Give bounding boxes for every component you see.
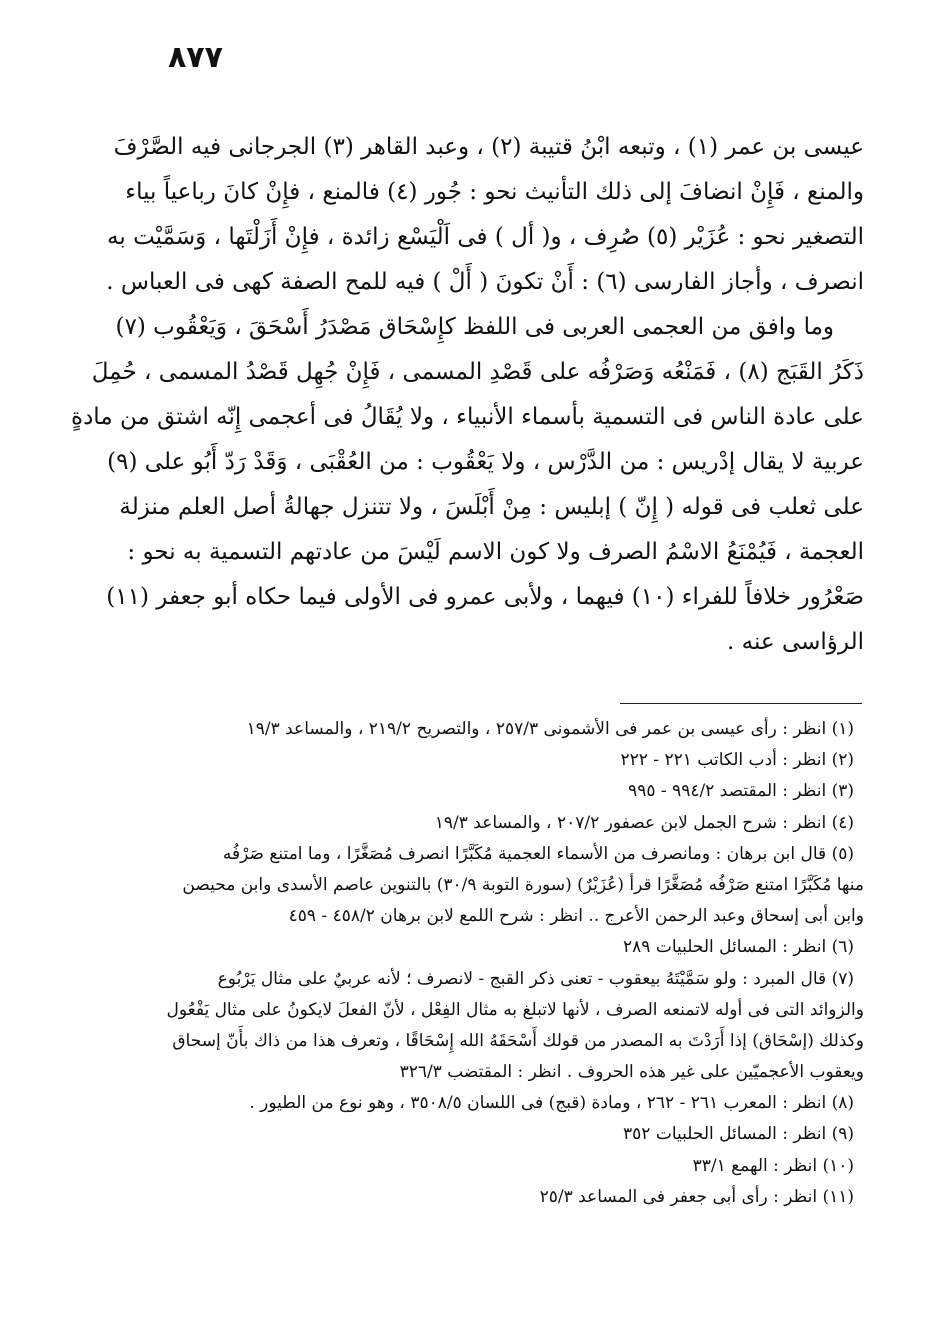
footnote-line: منها مُكَبَّرًا امتنع صَرْفُه مُصَغَّرًا قرأ (عُزَيْرٌ) (سورة التوبة ٣٠/٩) بالتنوين عاصم الأسدى وابن محيصن [182, 874, 864, 895]
body-line: عيسى بن عمر (١) ، وتبعه ابْنُ قتيبة (٢) ، وعبد القاهر (٣) الجرجانى فيه الصَّرْفَ [113, 134, 864, 160]
footnote-line: (٦) انظر : المسائل الحلبيات ٢٨٩ [623, 937, 854, 958]
footnote-line: والزوائد التى فى أوله لاتمنعه الصرف ، لأنها لاتبلغ به مثال الفِعْل ، لأنّ الفعلَ لايكونُ على مثال يَفْعُول [166, 999, 864, 1020]
footnote-line: (٨) انظر : المعرب ٢٦١ - ٢٦٢ ، ومادة (قبج) فى اللسان ٣٥٠٨/٥ ، وهو نوع من الطيور . [249, 1093, 854, 1114]
body-line: على ثعلب فى قوله ( إِنّ ) إبليس : مِنْ أَبْلَسَ ، ولا تتنزل جهالةُ أصل العلم منزلة [119, 494, 864, 520]
body-line: العجمة ، فَيُمْنَعُ الاسْمُ الصرف ولا كون الاسم لَيْسَ من عادتهم التسمية به نحو : [127, 539, 864, 565]
footnote-line: وكذلك (إسْحَاق) إذا أَرَدْتَ به المصدر من قولك أَسْحَقَهُ الله إِسْحَاقًا ، وتعرف هذا من ذاك بأَنّ إسحاق [172, 1030, 864, 1051]
footnote-line: (٥) قال ابن برهان : ومانصرف من الأسماء العجمية مُكَبَّرًا انصرف مُصَغَّرًا ، وما امتنع صَرْفُه [222, 843, 854, 864]
footnote-line: ويعقوب الأعجميّين على غير هذه الحروف . انظر : المقتضب ٣٢٦/٣ [399, 1062, 864, 1083]
body-line: ذَكَرُ القَبَج (٨) ، فَمَنْعُه وَصَرْفُه على قَصْدِ المسمى ، فَإِنْ جُهِل قَصْدُ المسمى ، حُمِلَ [91, 359, 864, 385]
body-line: وما وافق من العجمى العربى فى اللفظ كإِسْحَاق مَصْدَرُ أَسْحَقَ ، وَيَعْقُوب (٧) [115, 314, 834, 340]
footnote-line: (١) انظر : رأى عيسى بن عمر فى الأشمونى ٢٥٧/٣ ، والتصريح ٢١٩/٢ ، والمساعد ١٩/٣ [246, 719, 854, 739]
main-text [71, 125, 864, 665]
body-line: التصغير نحو : عُزَيْر (٥) صُرِف ، و( أل ) فى اَلْيَسْع زائدة ، فإِنْ أَزَلْتَها ، وَسَمَّيْت به [107, 224, 864, 250]
body-line: الرؤاسى عنه . [727, 629, 864, 655]
footnote-line: (١١) انظر : رأى أبى جعفر فى المساعد ٢٥/٣ [539, 1186, 854, 1207]
page-number: ٨٧٧ [168, 40, 223, 75]
footnote-line: (٤) انظر : شرح الجمل لابن عصفور ٢٠٧/٢ ، والمساعد ١٩/٣ [434, 812, 854, 833]
footnote-line: (٧) قال المبرد : ولو سَمَّيْتَهُ بيعقوب - تعنى ذكر القبج - لانصرف ؛ لأنه عربيٌ على مثال يَرْبُوع [217, 968, 854, 989]
body-line: صَعْرُور خلافاً للفراء (١٠) فيهما ، ولأبى عمرو فى الأولى فيما حكاه أبو جعفر (١١) [106, 584, 864, 610]
footnote-line: (٣) انظر : المقتصد ٩٩٤/٢ - ٩٩٥ [628, 781, 854, 802]
body-line: انصرف ، وأجاز الفارسى (٦) : أَنْ تكونَ ( أَلْ ) فيه للمح الصفة كهى فى العباس . [106, 269, 864, 295]
footnote-line: (٩) انظر : المسائل الحلبيات ٣٥٢ [623, 1124, 854, 1145]
footnote-divider [620, 703, 862, 704]
footnotes [132, 714, 864, 1213]
footnote-line: (١٠) انظر : الهمع ٣٣/١ [692, 1155, 854, 1176]
footnote-line: (٢) انظر : أدب الكاتب ٢٢١ - ٢٢٢ [620, 750, 854, 771]
body-line: على عادة الناس فى التسمية بأسماء الأنبياء ، ولا يُقَالُ فى أعجمى إِنّه اشتق من مادةٍ [71, 404, 864, 430]
body-line: والمنع ، فَإِنْ انضافَ إلى ذلك التأنيث نحو : جُور (٤) فالمنع ، فإِنْ كانَ رباعياً بياء [125, 179, 864, 205]
footnote-line: وابن أبى إسحاق وعبد الرحمن الأعرج .. انظر : شرح اللمع لابن برهان ٤٥٨/٢ - ٤٥٩ [288, 906, 864, 927]
body-line: عربية لا يقال إدْريس : من الدَّرْس ، ولا يَعْقُوب : من العُقْبَى ، وَقَدْ رَدّ أَبُو على (٩) [107, 449, 864, 475]
